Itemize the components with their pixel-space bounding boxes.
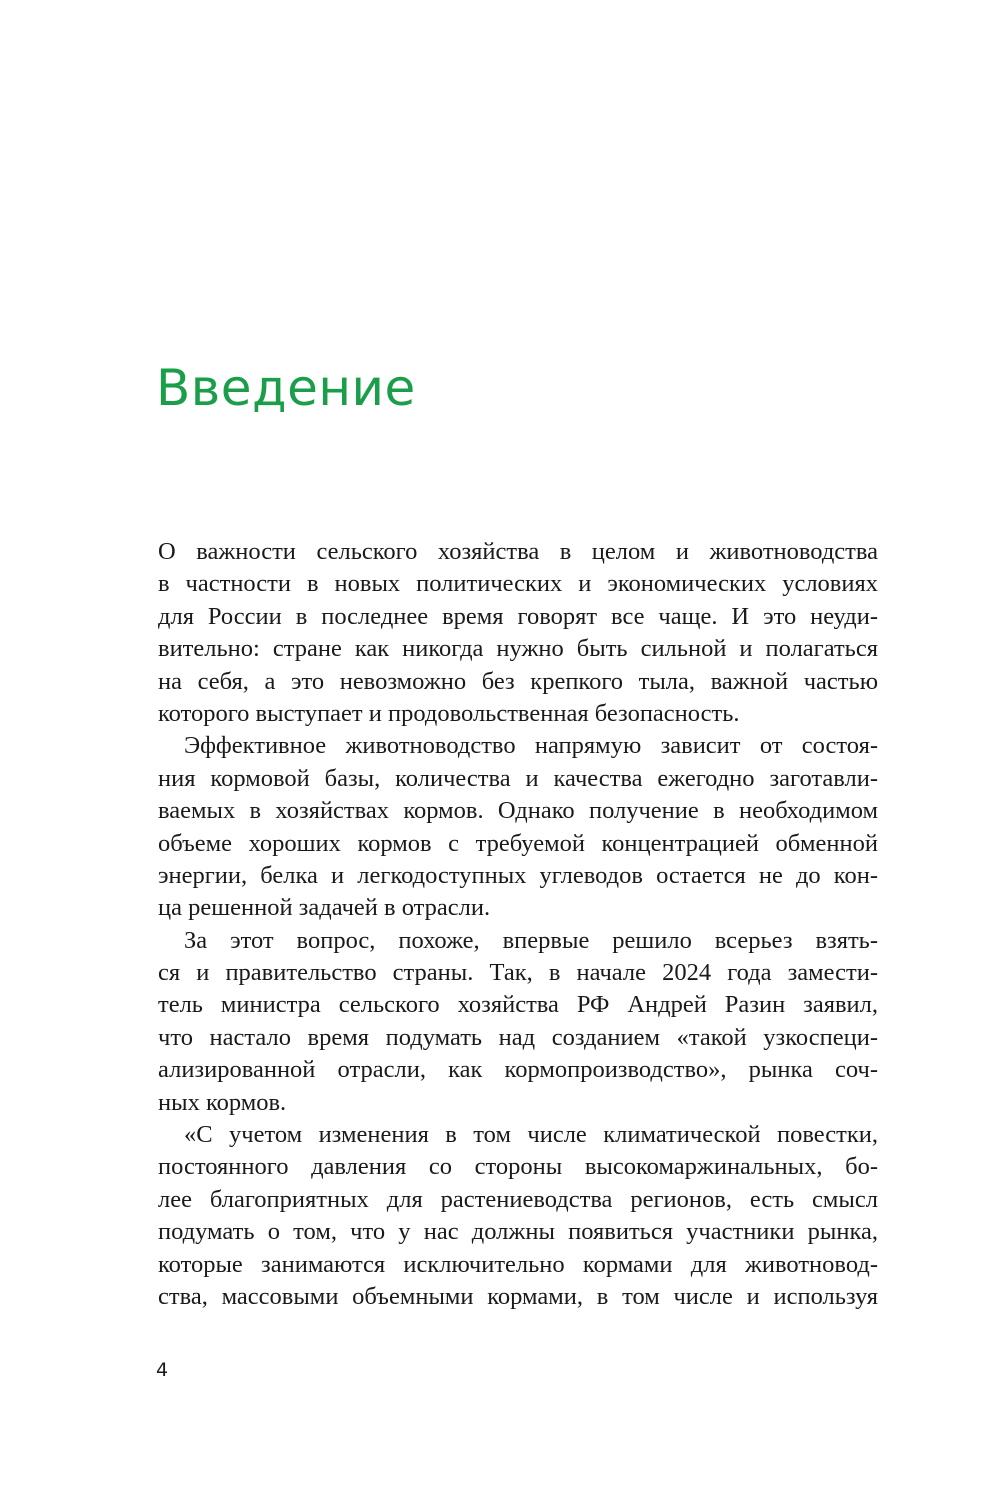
text-line: За этот вопрос, похоже, впервые решило всерьез взять- (184, 926, 878, 954)
text-line: ся и правительство страны. Так, в начале 2024 года замести- (158, 959, 878, 987)
text-line: Эффективное животноводство напрямую зависит от состоя- (184, 732, 878, 760)
text-line: объеме хороших кормов с требуемой концентрацией обменной (158, 829, 878, 857)
text-line: на себя, а это невозможно без крепкого тыла, важной частью (158, 667, 878, 695)
text-line: ства, массовыми объемными кормами, в том числе и используя (158, 1282, 878, 1310)
text-line: энергии, белка и легкодоступных углеводов остается не до кон- (158, 861, 878, 889)
text-line: ца решенной задачей в отрасли. (158, 894, 491, 922)
text-line: О важности сельского хозяйства в целом и животноводства (158, 538, 878, 565)
body-text (158, 536, 878, 1313)
text-line: вительно: стране как никогда нужно быть сильной и полагаться (158, 635, 878, 663)
text-line: тель министра сельского хозяйства РФ Андрей Разин заявил, (158, 991, 878, 1019)
text-line: постоянного давления со стороны высокомаржинальных, бо- (158, 1153, 878, 1181)
page-number: 4 (156, 1359, 169, 1381)
text-line: которые занимаются исключительно кормами для животновод- (158, 1250, 878, 1278)
text-line: что настало время подумать над созданием «такой узкоспеци- (158, 1023, 878, 1051)
text-line: ния кормовой базы, количества и качества ежегодно заготавли- (158, 764, 878, 792)
text-line: ваемых в хозяйствах кормов. Однако получение в необходимом (158, 797, 878, 825)
text-line: в частности в новых политических и экономических условиях (158, 570, 878, 598)
text-line: для России в последнее время говорят все чаще. И это неуди- (158, 602, 878, 630)
text-line: которого выступает и продовольственная безопасность. (158, 699, 740, 727)
text-line: подумать о том, что у нас должны появиться участники рынка, (158, 1218, 878, 1246)
text-line: «С учетом изменения в том числе климатической повестки, (184, 1121, 878, 1149)
chapter-title: Введение (156, 359, 416, 417)
text-line: лее благоприятных для растениеводства регионов, есть смысл (158, 1185, 878, 1213)
text-line: ных кормов. (158, 1088, 287, 1116)
text-line: ализированной отрасли, как кормопроизводство», рынка соч- (158, 1056, 878, 1084)
